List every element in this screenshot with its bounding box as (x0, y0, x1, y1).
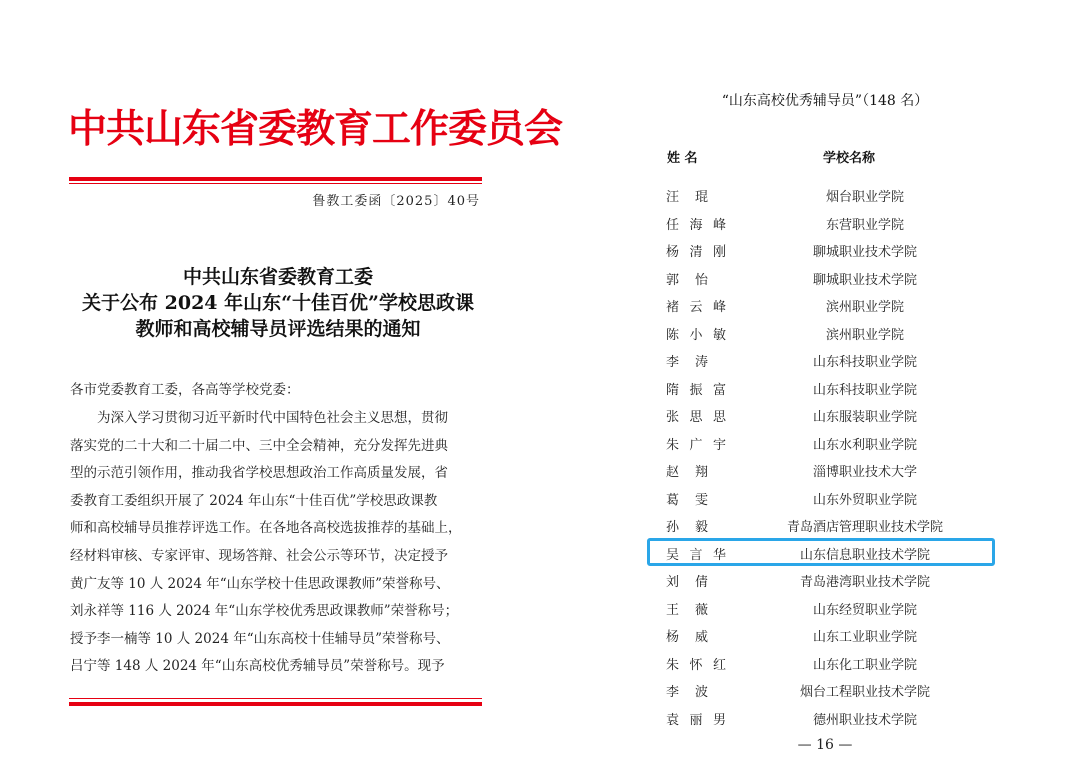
paragraph-line: 师和高校辅导员推荐评选工作。在各地各高校选拔推荐的基础上， (70, 520, 462, 537)
school-name: 山东化工职业学院 (812, 657, 917, 673)
awardee-name: 陈小敏 (666, 327, 726, 343)
table-row (540, 318, 1080, 346)
school-name: 山东工业职业学院 (812, 630, 917, 645)
school-name: 山东经贸职业学院 (812, 602, 917, 618)
table-row (540, 235, 1080, 263)
school-name: 德州职业技术学院 (812, 712, 917, 728)
headline-line: 教师和高校辅导员评选结果的通知 (135, 318, 421, 340)
paragraph-line: 委教育工委组织开展了 2024 年山东“十佳百优”学校思政课教 (70, 492, 438, 509)
awardee-name: 袁丽男 (666, 712, 726, 728)
red-rule-thin-bottom (69, 698, 482, 699)
school-name: 青岛港湾职业技术学院 (799, 575, 930, 590)
red-rule-thin-top (69, 183, 482, 184)
awardee-name: 朱怀红 (666, 657, 726, 673)
table-row (540, 208, 1080, 236)
headline-line: 关于公布 2024 年山东“十佳百优”学校思政课 (82, 292, 474, 314)
awardee-name: 李波 (666, 685, 708, 700)
table-row (540, 455, 1080, 483)
school-name: 青岛酒店管理职业技术学院 (786, 520, 943, 535)
paragraph-line: 为深入学习贯彻习近平新时代中国特色社会主义思想，贯彻 (97, 410, 448, 426)
table-row (540, 565, 1080, 593)
red-rule-thick-top (69, 177, 482, 181)
table-row (540, 675, 1080, 703)
awardee-name: 吴言华 (666, 547, 726, 563)
paragraph-line: 刘永祥等 116 人 2024 年“山东学校优秀思政课教师”荣誉称号； (70, 603, 459, 620)
highlight-box (647, 538, 995, 566)
column-header-name: 姓 名 (667, 151, 698, 166)
awardee-name: 刘倩 (666, 575, 708, 590)
red-rule-thick-bottom (69, 702, 482, 706)
column-header-school: 学校名称 (823, 151, 876, 166)
table-row (540, 290, 1080, 318)
table-row (540, 483, 1080, 511)
school-name: 东营职业学院 (825, 217, 904, 233)
awardee-name: 郭怡 (666, 272, 708, 288)
school-name: 山东科技职业学院 (812, 382, 917, 398)
awardee-name: 杨威 (666, 630, 708, 645)
table-row (540, 648, 1080, 676)
table-row (540, 263, 1080, 291)
awardee-name: 褚云峰 (666, 300, 726, 315)
awardee-name: 葛雯 (666, 492, 708, 508)
school-name: 山东科技职业学院 (812, 355, 917, 370)
table-row (540, 620, 1080, 648)
paragraph-line: 黄广友等 10 人 2024 年“山东学校十佳思政课教师”荣誉称号、 (70, 575, 450, 592)
table-row (540, 593, 1080, 621)
table-row (540, 345, 1080, 373)
awardee-name: 任海峰 (666, 217, 726, 233)
right-page (540, 0, 1080, 779)
list-title: “山东高校优秀辅导员”（148 名） (721, 93, 929, 109)
awardee-name: 孙毅 (666, 520, 708, 535)
page-number: — 16 — (797, 737, 853, 753)
table-row (540, 400, 1080, 428)
table-row (540, 510, 1080, 538)
awardee-name: 李涛 (666, 355, 708, 370)
table-row (540, 373, 1080, 401)
school-name: 山东服装职业学院 (812, 410, 917, 425)
paragraph-line: 落实党的二十大和二十届二中、三中全会精神，充分发挥先进典 (70, 437, 448, 454)
school-name: 山东水利职业学院 (812, 437, 917, 453)
awardee-name: 汪琨 (666, 190, 708, 205)
document-number: 鲁教工委函〔2025〕40号 (312, 194, 480, 209)
school-name: 滨州职业学院 (825, 327, 904, 343)
org-title: 中共山东省委教育工作委员会 (68, 106, 563, 152)
school-name: 山东信息职业技术学院 (799, 547, 930, 563)
awardee-name: 隋振富 (666, 382, 726, 398)
awardee-list (540, 180, 1080, 730)
awardee-name: 朱广宇 (666, 437, 726, 453)
school-name: 淄博职业技术大学 (812, 465, 917, 480)
paragraph-line: 型的示范引领作用，推动我省学校思想政治工作高质量发展，省 (70, 465, 448, 482)
table-row (540, 428, 1080, 456)
headline-line: 中共山东省委教育工委 (182, 266, 373, 288)
school-name: 聊城职业技术学院 (812, 245, 917, 260)
notice-headline (60, 264, 496, 342)
school-name: 烟台工程职业技术学院 (799, 685, 930, 700)
salutation: 各市党委教育工委，各高等学校党委： (70, 382, 300, 398)
awardee-name: 杨清刚 (666, 245, 726, 260)
paragraph-line: 经材料审核、专家评审、现场答辩、社会公示等环节，决定授予 (70, 547, 448, 564)
table-row (540, 180, 1080, 208)
awardee-name: 赵翔 (666, 465, 708, 480)
awardee-name: 王薇 (666, 602, 708, 618)
school-name: 烟台职业学院 (825, 190, 904, 205)
paragraph-line: 吕宁等 148 人 2024 年“山东高校优秀辅导员”荣誉称号。现予 (70, 658, 445, 675)
school-name: 聊城职业技术学院 (812, 272, 917, 288)
awardee-name: 张思思 (666, 410, 726, 425)
school-name: 山东外贸职业学院 (812, 492, 917, 508)
paragraph-line: 授予李一楠等 10 人 2024 年“山东高校十佳辅导员”荣誉称号、 (70, 630, 450, 647)
body-paragraph (70, 405, 490, 681)
school-name: 滨州职业学院 (825, 300, 904, 315)
table-row (540, 703, 1080, 731)
